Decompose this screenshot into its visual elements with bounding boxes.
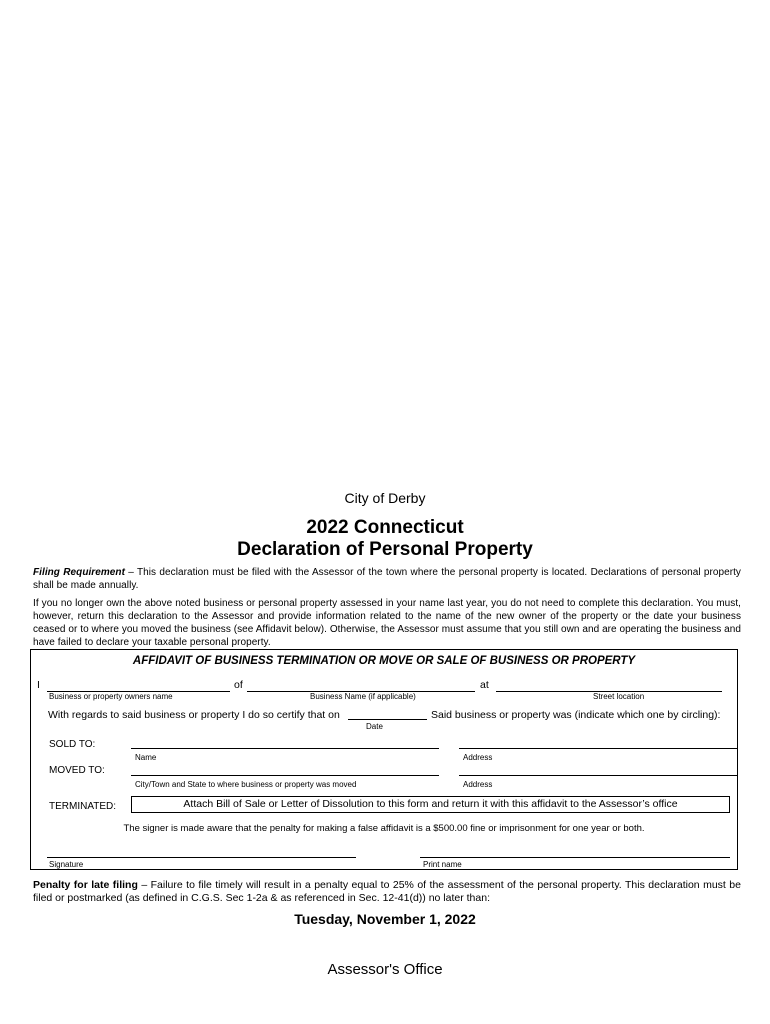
date-field[interactable]: [348, 719, 427, 720]
filing-requirement-paragraph: [33, 566, 741, 592]
city-state-caption: City/Town and State to where business or property was moved: [135, 780, 357, 789]
at-label: at: [480, 679, 489, 691]
address-caption: Address: [463, 753, 493, 762]
sold-to-name-field[interactable]: [131, 748, 439, 749]
attach-instruction-box: Attach Bill of Sale or Letter of Dissolution to this form and return it with this affidavit to the Assessor’s office: [131, 796, 730, 813]
filing-requirement-text: – This declaration must be filed with the Assessor of the town where the personal property is located. Declarations of personal property shall be made annually.: [33, 567, 741, 591]
address-caption-2: Address: [463, 780, 493, 789]
filing-deadline: Tuesday, November 1, 2022: [294, 911, 476, 927]
moved-to-city-field[interactable]: [131, 775, 439, 776]
filing-requirement-label: Filing Requirement: [33, 567, 125, 578]
sold-to-address-field[interactable]: [459, 748, 738, 749]
penalty-label: Penalty for late filing: [33, 879, 138, 891]
form-title: Declaration of Personal Property: [237, 539, 533, 560]
moved-to-address-field[interactable]: [459, 775, 738, 776]
i-label: I: [37, 679, 40, 691]
name-caption: Name: [135, 753, 157, 762]
signature-caption: Signature: [49, 860, 84, 869]
form-title-year: 2022 Connecticut: [306, 517, 464, 538]
print-name-caption: Print name: [423, 860, 462, 869]
penalty-paragraph: [33, 879, 741, 905]
sold-to-option[interactable]: SOLD TO:: [49, 739, 96, 750]
penalty-text: – Failure to file timely will result in a penalty equal to 25% of the assessment of the personal property. This declaration must be filed or postmarked (as defined in C.G.S. Sec 1-2a & as referenced in Sec. 12-41(d)) no later than:: [33, 879, 741, 904]
assessors-office: Assessor's Office: [327, 961, 443, 978]
certify-text-2: Said business or property was (indicate which one by circling):: [431, 709, 721, 721]
terminated-option[interactable]: TERMINATED:: [49, 801, 117, 812]
date-caption: Date: [366, 722, 383, 731]
certify-text: With regards to said business or property I do so certify that on: [48, 709, 340, 721]
city-name: City of Derby: [344, 490, 426, 506]
signer-note: The signer is made aware that the penalty for making a false affidavit is a $500.00 fine or imprisonment for one year or both.: [123, 823, 645, 834]
affidavit-title: AFFIDAVIT OF BUSINESS TERMINATION OR MOVE OR SALE OF BUSINESS OR PROPERTY: [132, 655, 636, 667]
street-location-caption: Street location: [593, 692, 645, 701]
no-longer-own-paragraph: If you no longer own the above noted business or personal property assessed in your name last year, you do not need to complete this declaration. You must, however, return this declaration to the Assessor and provide information related to the name of the new owner of the property or the date your business ceased or to where you moved the business (see Affidavit below). Otherwise, the Assessor must assume that you still own and are operating the business and have failed to declare your taxable personal property.: [33, 598, 741, 648]
print-name-field[interactable]: [420, 857, 730, 858]
moved-to-option[interactable]: MOVED TO:: [49, 765, 105, 776]
owner-name-caption: Business or property owners name: [49, 692, 173, 701]
of-label: of: [234, 679, 243, 691]
signature-field[interactable]: [47, 857, 356, 858]
business-name-caption: Business Name (if applicable): [310, 692, 416, 701]
